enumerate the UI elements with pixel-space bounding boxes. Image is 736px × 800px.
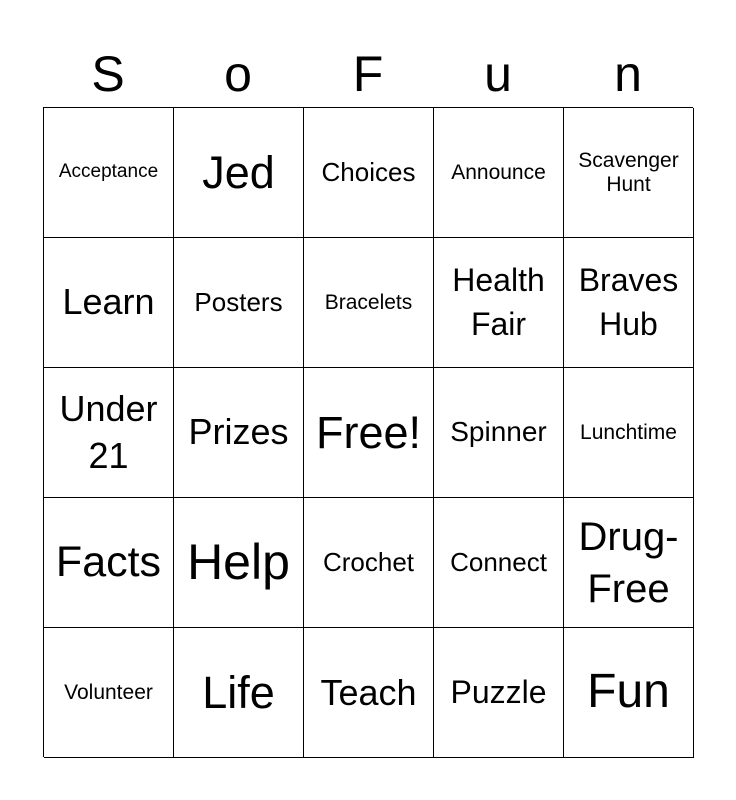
cell-label: Braves Hub [578,262,679,342]
bingo-cell[interactable] [174,498,304,628]
header-letter-5: n [614,46,642,102]
bingo-cell[interactable] [564,108,694,238]
bingo-cell[interactable] [434,238,564,368]
bingo-cell[interactable] [434,628,564,758]
cell-label: Help [187,534,290,590]
bingo-cell[interactable] [304,108,434,238]
bingo-cell[interactable] [174,238,304,368]
bingo-cell[interactable] [44,108,174,238]
bingo-cell[interactable] [44,498,174,628]
cell-label: Prizes [188,411,289,453]
cell-label: Life [202,666,275,718]
cell-label: Teach [320,671,417,713]
bingo-cell[interactable] [434,368,564,498]
cell-label: Drug-Free [578,514,679,611]
cell-label: Scavenger Hunt [578,149,679,196]
bingo-cell[interactable] [304,238,434,368]
bingo-cell[interactable] [564,498,694,628]
bingo-cell[interactable] [44,368,174,498]
cell-label: Acceptance [58,161,159,183]
cell-label: Learn [62,281,155,323]
bingo-cell[interactable] [44,238,174,368]
cell-label: Connect [450,547,547,578]
cell-label: Fun [587,665,670,719]
bingo-board [43,107,693,757]
cell-label: Bracelets [324,290,413,314]
cell-label: Health Fair [452,262,545,342]
cell-label: Announce [451,160,546,184]
bingo-cell[interactable] [304,628,434,758]
bingo-cell[interactable] [434,498,564,628]
bingo-cell[interactable] [174,368,304,498]
cell-label: Jed [202,146,275,198]
bingo-header [43,40,693,108]
cell-label: Puzzle [450,673,547,710]
bingo-cell[interactable] [174,108,304,238]
cell-label: Lunchtime [580,420,677,444]
bingo-cell[interactable] [564,628,694,758]
bingo-cell[interactable] [304,498,434,628]
cell-label: Free! [315,406,422,458]
bingo-cell[interactable] [44,628,174,758]
bingo-cell[interactable] [304,368,434,498]
cell-label: Choices [321,157,416,188]
header-letter-4: u [484,46,512,102]
header-letter-2: o [224,46,252,102]
cell-label: Facts [55,537,162,586]
cell-label: Under 21 [59,387,158,476]
bingo-cell[interactable] [564,238,694,368]
bingo-cell[interactable] [434,108,564,238]
header-letter-1: S [91,46,125,102]
cell-label: Volunteer [64,680,153,704]
header-letter-3: F [352,46,384,102]
cell-label: Crochet [322,547,415,578]
bingo-cell[interactable] [174,628,304,758]
cell-label: Spinner [450,416,547,448]
cell-label: Posters [194,287,283,318]
bingo-cell[interactable] [564,368,694,498]
